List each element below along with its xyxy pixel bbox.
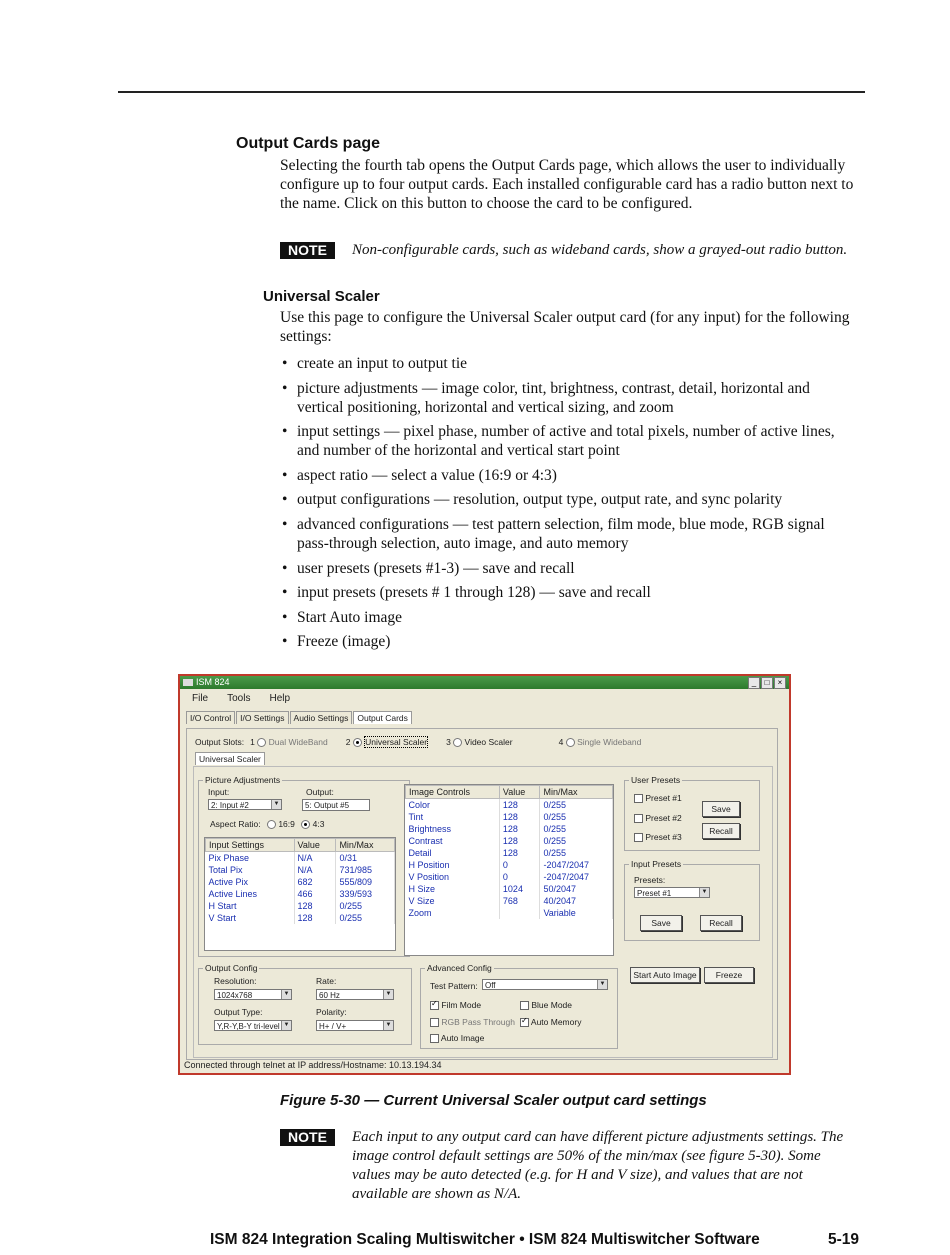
maximize-icon[interactable]: □ (761, 677, 773, 689)
table-row: H Position 0 -2047/2047 (406, 859, 613, 871)
output-slots (195, 737, 641, 747)
slot-3[interactable]: 3 Video Scaler (446, 737, 513, 747)
test-pattern-select[interactable]: Off ▼ (482, 979, 608, 990)
window-titlebar (180, 676, 789, 689)
film-mode-checkbox[interactable]: ✓ Film Mode (430, 1000, 481, 1010)
list-item: • advanced configurations — test pattern selection, film mode, blue mode, RGB signal pass-through selection, auto image, and auto memory (282, 515, 825, 552)
table-row: Detail 128 0/255 (406, 847, 613, 859)
output-cards-panel (186, 728, 778, 1060)
tab-output-cards[interactable]: Output Cards (353, 711, 412, 724)
list-item: • picture adjustments — image color, tint, brightness, contrast, detail, horizontal and vertical positioning, horizontal and vertical sizing, and zoom (282, 379, 810, 416)
radio-icon (353, 738, 362, 747)
note-text: Each input to any output card can have different picture adjustments settings. The image control default settings are 50% of the min/max (see figure 5-30). Some values may be auto detected (e.g. for H and V size), and values that are not available are shown as N/A. (352, 1129, 844, 1202)
checkbox-icon (520, 1001, 529, 1010)
list-item: • aspect ratio — select a value (16:9 or 4:3) (282, 466, 557, 484)
rgb-pass-through-checkbox[interactable]: RGB Pass Through (430, 1017, 515, 1027)
radio-icon (257, 738, 266, 747)
chevron-down-icon: ▼ (281, 990, 291, 999)
aspect-ratio-label: Aspect Ratio: (210, 819, 261, 829)
list-item: • output configurations — resolution, output type, output rate, and sync polarity (282, 491, 783, 509)
checkbox-icon (520, 1018, 529, 1027)
section-title: Output Cards page (236, 135, 381, 152)
footer-title: ISM 824 Integration Scaling Multiswitcher • ISM 824 Multiswitcher Software (210, 1231, 760, 1248)
start-auto-image-button[interactable]: Start Auto Image (630, 967, 700, 983)
subsection-title: Universal Scaler (263, 288, 380, 305)
checkbox-icon (634, 814, 643, 823)
aspect-169-radio[interactable] (267, 820, 276, 829)
presets-label: Presets: (634, 875, 666, 885)
test-pattern-label: Test Pattern: (430, 981, 478, 991)
chevron-down-icon: ▼ (699, 888, 709, 897)
resolution-select[interactable]: 1024x768 ▼ (214, 989, 292, 1000)
rate-label: Rate: (316, 976, 337, 986)
page-number: 5-19 (828, 1231, 860, 1248)
table-row: Pix Phase N/A 0/31 (206, 852, 395, 865)
app-icon (183, 679, 193, 686)
output-type-select[interactable]: Y,R-Y,B-Y tri-level ▼ (214, 1020, 292, 1031)
list-item: • Freeze (image) (282, 633, 391, 651)
table-row: H Size 1024 50/2047 (406, 883, 613, 895)
table-row: Brightness 128 0/255 (406, 823, 613, 835)
chevron-down-icon: ▼ (271, 800, 281, 809)
header-rule (118, 91, 865, 93)
note-badge: NOTE (280, 1129, 335, 1146)
slot-4[interactable]: 4 Single Wideband (558, 737, 642, 747)
preset-2-checkbox[interactable]: Preset #2 (634, 813, 682, 823)
app-window-figure (178, 674, 791, 1075)
list-item: • Start Auto image (282, 608, 403, 626)
tab-audio-settings[interactable]: Audio Settings (290, 711, 353, 724)
input-settings-table[interactable]: Input Settings Value Min/Max Pix Phase N/A 0/31 Total Pix N/A 731/985 Active Pix 682 555/809 Active Lines 466 339/593 H Start 128 0/255 V Start 128 0/255 (204, 837, 396, 951)
tab-io-settings[interactable]: I/O Settings (236, 711, 288, 724)
chevron-down-icon: ▼ (281, 1021, 291, 1030)
preset-1-checkbox[interactable]: Preset #1 (634, 793, 682, 803)
table-row: Tint 128 0/255 (406, 811, 613, 823)
main-tabs (186, 711, 413, 724)
preset-3-checkbox[interactable]: Preset #3 (634, 832, 682, 842)
menu-file[interactable]: File (192, 693, 209, 704)
checkbox-icon (430, 1018, 439, 1027)
note-badge: NOTE (280, 242, 335, 259)
rate-select[interactable]: 60 Hz ▼ (316, 989, 394, 1000)
radio-icon (566, 738, 575, 747)
group-label: Picture Adjustments (205, 775, 281, 785)
table-row: Zoom Variable (406, 907, 613, 919)
slot-1[interactable]: 1 Dual WideBand (250, 737, 328, 747)
chevron-down-icon: ▼ (597, 980, 607, 989)
table-row: Contrast 128 0/255 (406, 835, 613, 847)
group-label: Input Presets (631, 859, 682, 869)
table-row: Total Pix N/A 731/985 (206, 864, 395, 876)
user-preset-save-button[interactable]: Save (702, 801, 740, 817)
freeze-button[interactable]: Freeze (704, 967, 754, 983)
input-label: Input: (208, 787, 230, 797)
menu-tools[interactable]: Tools (227, 693, 251, 704)
input-presets-select[interactable]: Preset #1 ▼ (634, 887, 710, 898)
checkbox-icon (634, 833, 643, 842)
subtab-universal-scaler[interactable]: Universal Scaler (195, 752, 265, 765)
blue-mode-checkbox[interactable]: Blue Mode (520, 1000, 572, 1010)
chevron-down-icon: ▼ (383, 1021, 393, 1030)
note-text: Non-configurable cards, such as wideband cards, show a grayed-out radio button. (352, 242, 848, 258)
list-item: • input settings — pixel phase, number of active and total pixels, number of active lines, and number of the horizontal and vertical start point (282, 423, 835, 460)
checkbox-icon (430, 1001, 439, 1010)
chevron-down-icon: ▼ (383, 990, 393, 999)
intro-paragraph: Selecting the fourth tab opens the Output Cards page, which allows the user to individually configure up to four output cards. Each installed configurable card has a radio button next to the name. Click on this button to choose the card to be configured. (280, 157, 854, 212)
polarity-label: Polarity: (316, 1007, 347, 1017)
user-preset-recall-button[interactable]: Recall (702, 823, 740, 839)
output-label: Output: (306, 787, 334, 797)
output-type-label: Output Type: (214, 1007, 263, 1017)
input-preset-save-button[interactable]: Save (640, 915, 682, 931)
window-title: ISM 824 (196, 677, 230, 687)
table-row: V Size 768 40/2047 (406, 895, 613, 907)
table-row: Active Lines 466 339/593 (206, 888, 395, 900)
checkbox-icon (634, 794, 643, 803)
table-row: V Position 0 -2047/2047 (406, 871, 613, 883)
status-bar: Connected through telnet at IP address/Hostname: 10.13.194.34 (184, 1060, 442, 1070)
aspect-ratio-control: Aspect Ratio: 16:9 4:3 (210, 819, 325, 829)
output-slots-label: Output Slots: (195, 737, 245, 747)
image-controls-table[interactable]: Image Controls Value Min/Max Color 128 0/255 Tint 128 0/255 Brightness 128 0/255 Contrast 128 0/255 Detail 128 0/255 H Position 0 -2047/2047 V Position 0 -2047/2047 H Size 1024 50/2047 V Size 768 40/2047 Zoom Variable (404, 784, 614, 956)
menu-help[interactable]: Help (269, 693, 291, 704)
input-select[interactable]: 2: Input #2 ▼ (208, 799, 282, 810)
list-item: • create an input to output tie (282, 355, 468, 372)
table-row: Active Pix 682 555/809 (206, 876, 395, 888)
tab-io-control[interactable]: I/O Control (186, 711, 235, 724)
group-label: User Presets (631, 775, 681, 785)
sub-intro-paragraph: Use this page to configure the Universal Scaler output card (for any input) for the following settings: (280, 309, 850, 345)
settings-list (280, 354, 860, 657)
close-icon[interactable]: × (774, 677, 786, 689)
page-footer (210, 1231, 860, 1249)
table-row: Color 128 0/255 (406, 799, 613, 812)
auto-memory-checkbox[interactable]: ✓ Auto Memory (520, 1017, 581, 1027)
aspect-43-radio[interactable] (301, 820, 310, 829)
input-preset-recall-button[interactable]: Recall (700, 915, 742, 931)
slot-2[interactable]: 2 Universal Scaler (345, 737, 428, 747)
menu-bar (192, 693, 290, 704)
group-label: Advanced Config (427, 963, 492, 973)
checkbox-icon (430, 1034, 439, 1043)
list-item: • input presets (presets # 1 through 128) — save and recall (282, 584, 651, 602)
minimize-icon[interactable]: _ (748, 677, 760, 689)
table-row: V Start 128 0/255 (206, 912, 395, 924)
group-label: Output Config (205, 963, 258, 973)
list-item: • user presets (presets #1-3) — save and recall (282, 559, 575, 577)
auto-image-checkbox[interactable]: Auto Image (430, 1033, 484, 1043)
scaler-settings (193, 766, 773, 1058)
radio-icon (453, 738, 462, 747)
resolution-label: Resolution: (214, 976, 257, 986)
polarity-select[interactable]: H+ / V+ ▼ (316, 1020, 394, 1031)
output-field[interactable]: 5: Output #5 (302, 799, 370, 811)
table-row: H Start 128 0/255 (206, 900, 395, 912)
figure-caption: Figure 5-30 — Current Universal Scaler output card settings (280, 1092, 707, 1109)
